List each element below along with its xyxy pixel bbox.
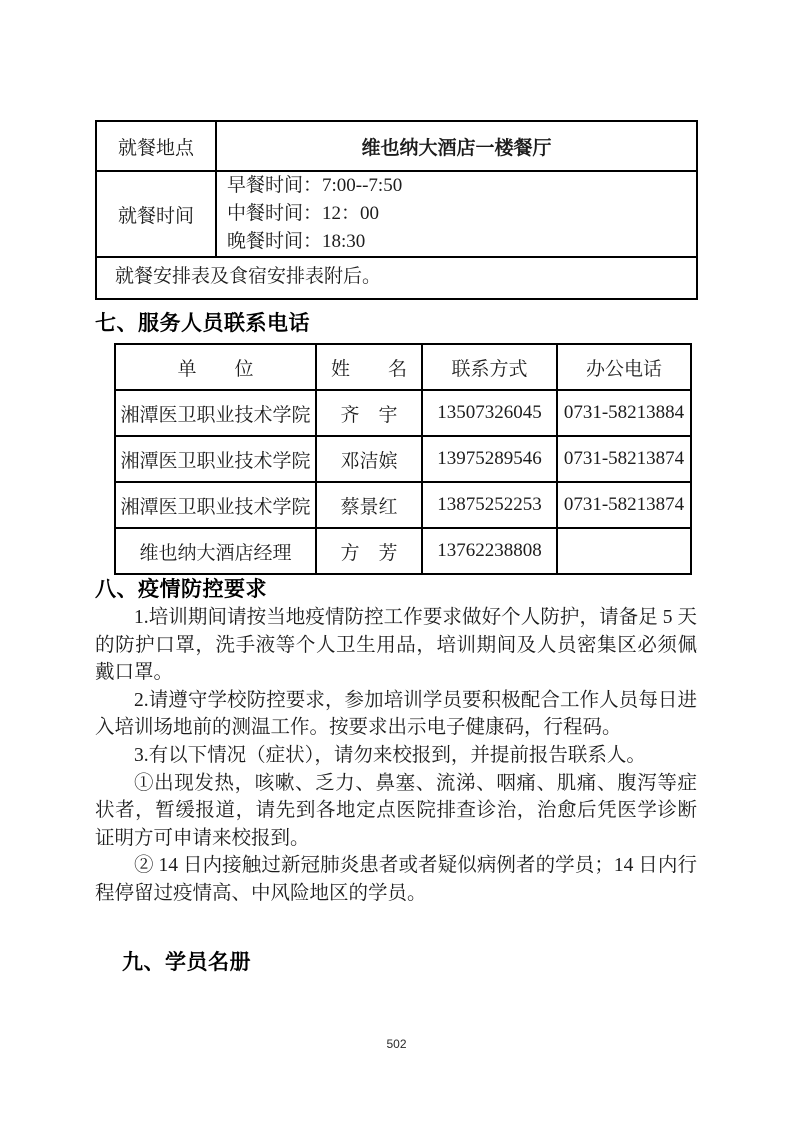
cell-unit: 维也纳大酒店经理 <box>115 528 316 574</box>
cell-phone: 13975289546 <box>422 436 557 482</box>
dining-location-label: 就餐地点 <box>96 121 216 171</box>
paragraph: 2.请遵守学校防控要求，参加培训学员要积极配合工作人员每日进入培训场地前的测温工作。按要求出示电子健康码，行程码。 <box>95 689 697 739</box>
dining-location-value: 维也纳大酒店一楼餐厅 <box>216 121 697 171</box>
table-row <box>96 121 697 171</box>
column-header-phone: 联系方式 <box>422 344 557 390</box>
contacts-table <box>114 343 692 575</box>
table-row <box>115 482 691 528</box>
dining-note: 就餐安排表及食宿安排表附后。 <box>96 257 697 299</box>
cell-unit: 湘潭医卫职业技术学院 <box>115 436 316 482</box>
paragraph: ①出现发热，咳嗽、乏力、鼻塞、流涕、咽痛、肌痛、腹泻等症状者，暂缓报道，请先到各地定点医院排查诊治，治愈后凭医学诊断证明方可申请来校报到。 <box>95 772 697 849</box>
dining-time-values <box>216 171 697 257</box>
paragraph: ② 14 日内接触过新冠肺炎患者或者疑似病例者的学员；14 日内行程停留过疫情高、中风险地区的学员。 <box>95 855 697 904</box>
column-header-name: 姓 名 <box>316 344 422 390</box>
table-header-row <box>115 344 691 390</box>
cell-phone: 13507326045 <box>422 390 557 436</box>
table-row <box>115 528 691 574</box>
cell-name: 蔡景红 <box>316 482 422 528</box>
table-row <box>115 390 691 436</box>
paragraph: 1.培训期间请按当地疫情防控工作要求做好个人防护，请备足 5 天的防护口罩，洗手液等个人卫生用品，培训期间及人员密集区必须佩戴口罩。 <box>95 607 697 684</box>
dining-table <box>95 120 698 300</box>
cell-phone: 13875252253 <box>422 482 557 528</box>
section-heading-student-roster: 九、学员名册 <box>122 951 251 974</box>
breakfast-time: 早餐时间：7:00--7:50 <box>227 175 403 196</box>
dinner-time: 晚餐时间：18:30 <box>227 231 366 252</box>
section-heading-epidemic-rules: 八、疫情防控要求 <box>95 578 267 601</box>
table-row <box>96 171 697 257</box>
page-number: 502 <box>386 1037 407 1051</box>
cell-unit: 湘潭医卫职业技术学院 <box>115 482 316 528</box>
section-heading-contacts: 七、服务人员联系电话 <box>95 312 310 335</box>
epidemic-rules-text <box>95 604 697 908</box>
column-header-office-phone: 办公电话 <box>557 344 691 390</box>
cell-unit: 湘潭医卫职业技术学院 <box>115 390 316 436</box>
table-row <box>96 257 697 299</box>
table-row <box>115 436 691 482</box>
cell-name: 齐 宇 <box>316 390 422 436</box>
cell-office-phone: 0731-58213884 <box>557 390 691 436</box>
cell-name: 邓洁嫔 <box>316 436 422 482</box>
cell-phone: 13762238808 <box>422 528 557 574</box>
cell-office-phone <box>557 528 691 574</box>
cell-name: 方 芳 <box>316 528 422 574</box>
cell-office-phone: 0731-58213874 <box>557 482 691 528</box>
column-header-unit: 单 位 <box>115 344 316 390</box>
dining-time-label: 就餐时间 <box>96 171 216 257</box>
lunch-time: 中餐时间：12：00 <box>227 203 380 224</box>
cell-office-phone: 0731-58213874 <box>557 436 691 482</box>
paragraph: 3.有以下情况（症状），请勿来校报到，并提前报告联系人。 <box>134 744 646 766</box>
